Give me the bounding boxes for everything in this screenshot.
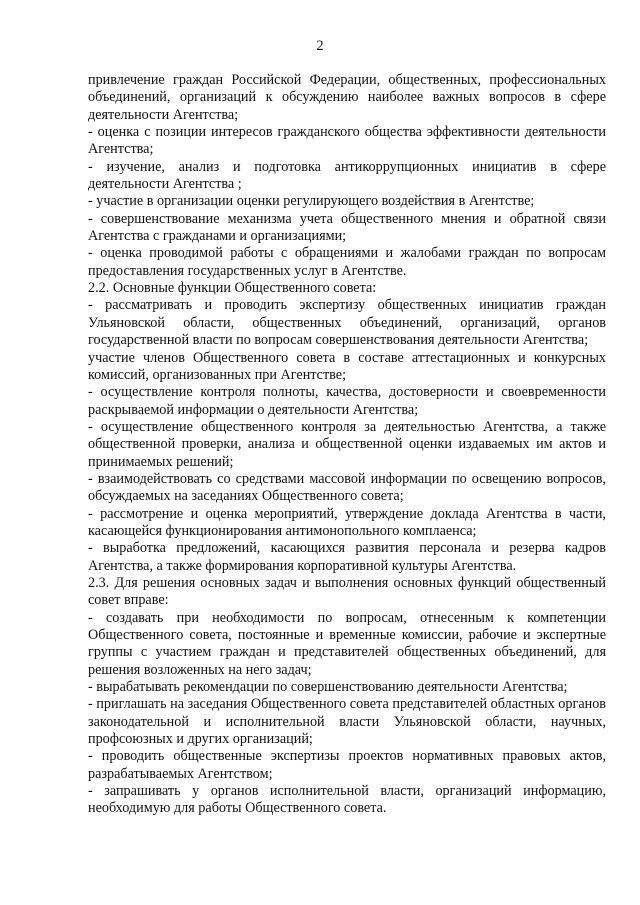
section-heading-2-2: 2.2. Основные функции Общественного совета: — [88, 280, 377, 297]
paragraph-regulatory-impact: - участие в организации оценки регулирующего воздействия в Агентстве; — [88, 193, 535, 210]
paragraph-efficiency-assessment: - оценка с позиции интересов гражданского общества эффективности деятельности Агентства; — [88, 124, 606, 158]
document-body — [88, 72, 606, 818]
paragraph-compliance-review: - рассмотрение и оценка мероприятий, утверждение доклада Агентства в части, касающейся функционирования антимонопольного комплаенса; — [88, 505, 606, 539]
paragraph-public-involvement: привлечение граждан Российской Федерации, общественных, профессиональных объединений, организаций к обсуждению наиболее важных вопросов в сфере деятельности Агентства; — [88, 72, 606, 123]
paragraph-initiatives-review: - рассматривать и проводить экспертизу общественных инициатив граждан Ульяновской области, общественных объединений, организаций, органов государственной власти по вопросам совершенствования деятельности Агентства; — [88, 297, 606, 349]
paragraph-information-control: - осуществление контроля полноты, качества, достоверности и своевременности раскрываемой информации о деятельности Агентства; — [88, 384, 606, 418]
page-number: 2 — [316, 38, 324, 54]
paragraph-invite-representatives: - приглашать на заседания Общественного совета представителей областных органов законодательной и исполнительной власти Ульяновской области, научных, профсоюзных и других организаций; — [88, 696, 606, 748]
paragraph-request-information: - запрашивать у органов исполнительной власти, организаций информацию, необходимую для работы Общественного совета. — [88, 783, 606, 817]
paragraph-anticorruption: - изучение, анализ и подготовка антикоррупционных инициатив в сфере деятельности Агентства ; — [88, 158, 606, 193]
paragraph-public-control: - осуществление общественного контроля за деятельностью Агентства, а также общественной проверки, анализа и общественной оценки издаваемых им актов и принимаемых решений; — [88, 418, 606, 470]
paragraph-recommendations: - вырабатывать рекомендации по совершенствованию деятельности Агентства; — [88, 679, 568, 696]
paragraph-media-interaction: - взаимодействовать со средствами массовой информации по освещению вопросов, обсуждаемых на заседаниях Общественного совета; — [88, 470, 606, 505]
paragraph-create-commissions: - создавать при необходимости по вопросам, отнесенным к компетенции Общественного совета, постоянные и временные комиссии, рабочие и экспертные группы с участием граждан и представителей общественных объединений, для решения возложенных на него задач; — [88, 609, 606, 678]
section-heading-2-3: 2.3. Для решения основных задач и выполнения основных функций общественный совет вправе: — [88, 574, 606, 609]
paragraph-personnel-proposals: - выработка предложений, касающихся развития персонала и резерва кадров Агентства, а также формирования корпоративной культуры Агентства. — [88, 540, 606, 574]
paragraph-commission-participation: участие членов Общественного совета в составе аттестационных и конкурсных комиссий, организованных при Агентстве; — [88, 349, 606, 383]
paragraph-complaints-assessment: - оценка проводимой работы с обращениями и жалобами граждан по вопросам предоставления государственных услуг в Агентстве. — [88, 245, 606, 279]
paragraph-draft-expertise: - проводить общественные экспертизы проектов нормативных правовых актов, разрабатываемых Агентством; — [88, 748, 606, 782]
paragraph-feedback-mechanism: - совершенствование механизма учета общественного мнения и обратной связи Агентства с гражданами и организациями; — [88, 210, 606, 245]
